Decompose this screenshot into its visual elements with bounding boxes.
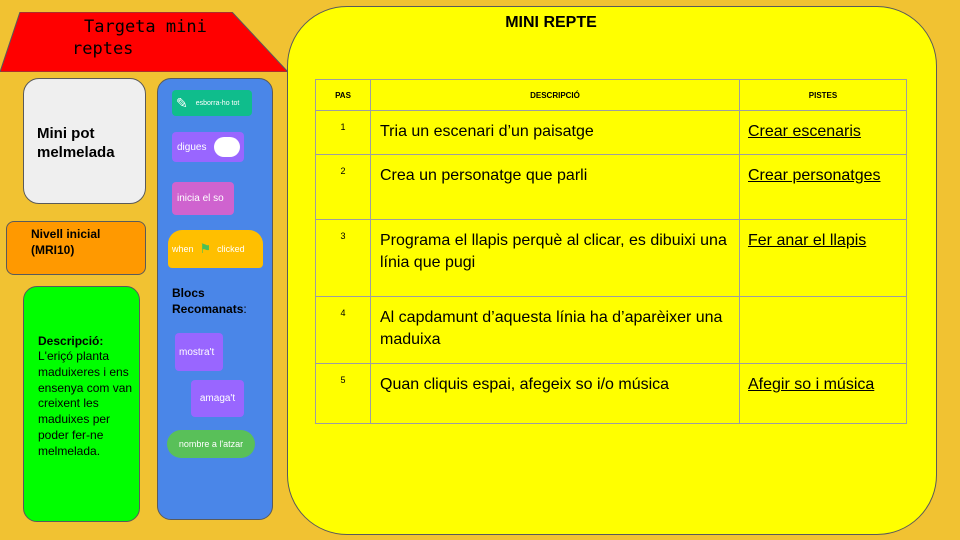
- hint-cell: [740, 297, 907, 364]
- table-row: [316, 364, 907, 424]
- table-row: [316, 297, 907, 364]
- challenge-table: [315, 79, 907, 424]
- project-level: Nivell inicial (MRI10): [31, 227, 101, 257]
- header-step: PAS: [316, 80, 371, 111]
- table-header-row: [316, 80, 907, 111]
- card-title: [72, 16, 232, 60]
- step-description: Programa el llapis perquè al clicar, es dibuixi una línia que pugi: [371, 220, 740, 297]
- step-number: 4: [316, 297, 371, 364]
- table-row: [316, 220, 907, 297]
- header-hints: PISTES: [740, 80, 907, 111]
- pen-clear-label: esborra-ho tot: [195, 99, 240, 107]
- header-description: DESCRIPCIÓ: [371, 80, 740, 111]
- project-name: Mini pot melmelada: [37, 125, 115, 161]
- say-label: digues: [177, 141, 207, 153]
- project-name-card: [23, 78, 146, 204]
- hide-label: amaga't: [199, 393, 236, 404]
- step-description: Al capdamunt d’aquesta línia ha d’aparèixer una maduixa: [371, 297, 740, 364]
- step-description: Crea un personatge que parli: [371, 155, 740, 220]
- hint-cell: [740, 364, 907, 424]
- hint-cell: [740, 155, 907, 220]
- start-sound-block[interactable]: [172, 182, 234, 215]
- hint-cell: [740, 111, 907, 155]
- hint-link[interactable]: Crear escenaris: [748, 123, 861, 140]
- table-row: [316, 111, 907, 155]
- description-card: [23, 286, 140, 522]
- hint-cell: [740, 220, 907, 297]
- when-flag-clicked-block[interactable]: [168, 230, 263, 268]
- main-title: MINI REPTE: [505, 14, 597, 31]
- hint-link[interactable]: Fer anar el llapis: [748, 232, 867, 249]
- card-title-line2: reptes: [72, 39, 134, 59]
- table-row: [316, 155, 907, 220]
- clicked-label: clicked: [217, 244, 245, 254]
- step-number: 3: [316, 220, 371, 297]
- step-number: 1: [316, 111, 371, 155]
- card-title-line1: Targeta mini: [84, 17, 207, 37]
- say-block[interactable]: [172, 132, 244, 162]
- start-sound-label: inicia el so: [177, 193, 224, 204]
- green-flag-icon: ⚑: [199, 241, 212, 256]
- step-description: Tria un escenari d’un paisatge: [371, 111, 740, 155]
- step-number: 5: [316, 364, 371, 424]
- random-number-block[interactable]: [167, 430, 255, 458]
- description-text: L'eriçó planta maduixeres i ens ensenya com van creixent les maduixes per poder fer-ne melmelada.: [38, 349, 133, 458]
- pen-icon: ✎: [176, 94, 188, 111]
- step-number: 2: [316, 155, 371, 220]
- pen-clear-block[interactable]: [172, 90, 252, 116]
- recommended-blocks-label: [172, 285, 267, 317]
- random-label: nombre a l'atzar: [178, 439, 244, 449]
- recommended-blocks-colon: :: [243, 302, 247, 316]
- step-description: Quan cliquis espai, afegeix so i/o música: [371, 364, 740, 424]
- show-block[interactable]: [175, 333, 223, 371]
- say-input-oval[interactable]: [214, 137, 240, 157]
- level-card: [6, 221, 146, 275]
- hint-link[interactable]: Afegir so i música: [748, 376, 875, 393]
- hint-link[interactable]: Crear personatges: [748, 167, 881, 184]
- show-label: mostra't: [179, 346, 215, 358]
- description-heading: Descripció:: [38, 334, 104, 348]
- hide-block[interactable]: [191, 380, 244, 417]
- recommended-blocks-text: Blocs Recomanats: [172, 286, 244, 316]
- when-label: when: [172, 244, 194, 254]
